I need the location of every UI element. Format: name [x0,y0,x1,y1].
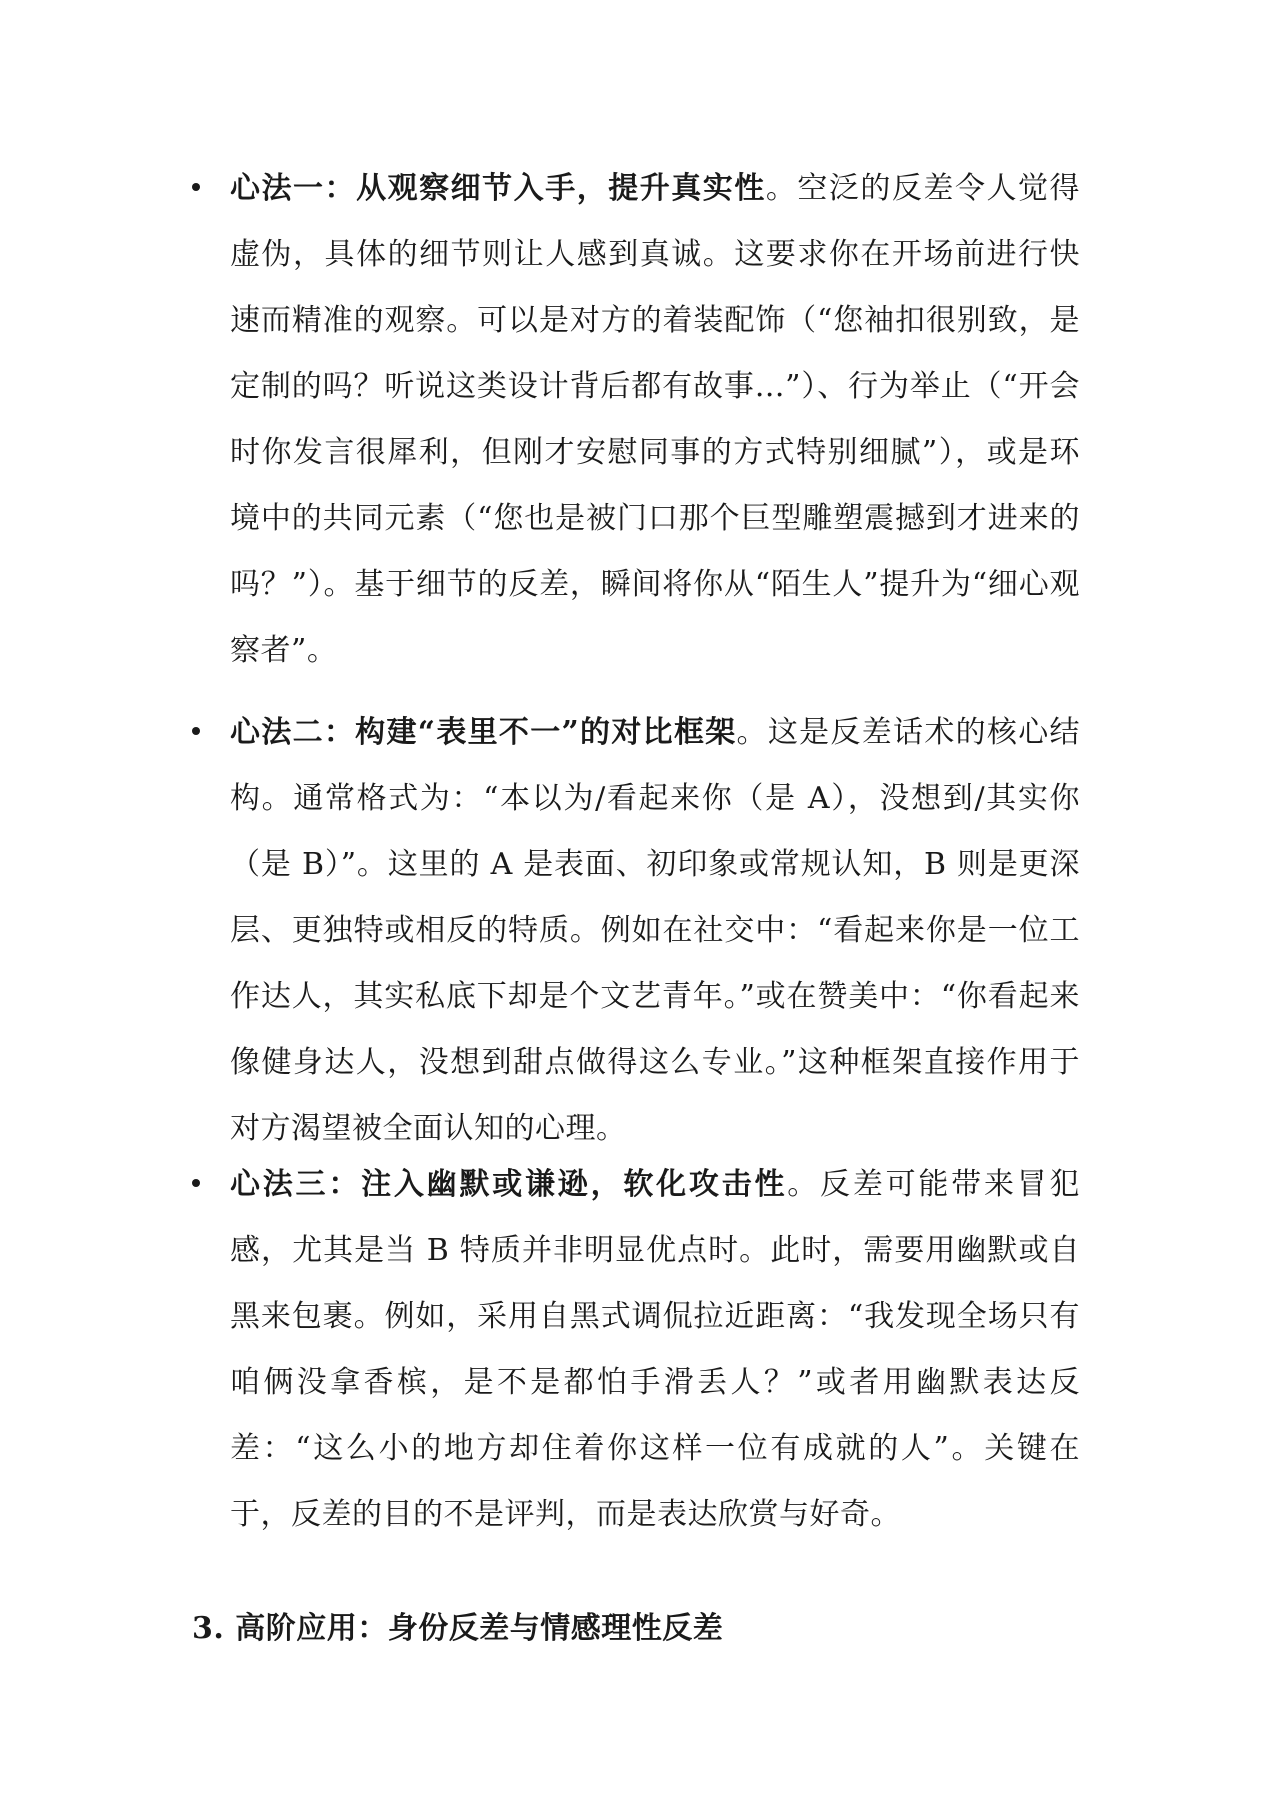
bullet-lead-text: 心法三：注入幽默或谦逊，软化攻击性 [230,1167,788,1202]
bullet-item-method-2 [230,700,1080,1162]
bullet-dot-icon [192,1179,200,1187]
bullet-item-method-3 [230,1152,1080,1548]
bullet-body-text: 。反差可能带来冒犯感，尤其是当 B 特质并非明显优点时。此时，需要用幽默或自黑来包裹。例如，采用自黑式调侃拉近距离：“我发现全场只有咱俩没拿香槟，是不是都怕手滑丢人？”或者用幽默表达反差：“这么小的地方却住着你这样一位有成就的人”。关键在于，反差的目的不是评判，而是表达欣赏与好奇。 [230,1167,1081,1532]
bullet-dot-icon [192,727,200,735]
bullet-body-text: 。这是反差话术的核心结构。通常格式为：“本以为/看起来你（是 A），没想到/其实你（是 B）”。这里的 A 是表面、初印象或常规认知，B 则是更深层、更独特或相反的特质。例如在社交中：“看起来你是一位工作达人，其实私底下却是个文艺青年。”或在赞美中：“你看起来像健身达人，没想到甜点做得这么专业。”这种框架直接作用于对方渴望被全面认知的心理。 [230,715,1081,1146]
bullet-dot-icon [192,183,200,191]
bullet-paragraph [230,156,1080,684]
bullet-paragraph [230,1152,1080,1548]
bullet-body-text: 。空泛的反差令人觉得虚伪，具体的细节则让人感到真诚。这要求你在开场前进行快速而精准的观察。可以是对方的着装配饰（“您袖扣很别致，是定制的吗？听说这类设计背后都有故事…”）、行为举止（“开会时你发言很犀利，但刚才安慰同事的方式特别细腻”），或是环境中的共同元素（“您也是被门口那个巨型雕塑震撼到才进来的吗？”）。基于细节的反差，瞬间将你从“陌生人”提升为“细心观察者”。 [230,171,1081,668]
bullet-lead-text: 心法一：从观察细节入手，提升真实性 [230,171,766,206]
section-heading: 3. 高阶应用：身份反差与情感理性反差 [192,1611,724,1646]
bullet-item-method-1 [230,156,1080,684]
bullet-lead-text: 心法二：构建“表里不一”的对比框架 [230,715,737,750]
bullet-paragraph [230,700,1080,1162]
